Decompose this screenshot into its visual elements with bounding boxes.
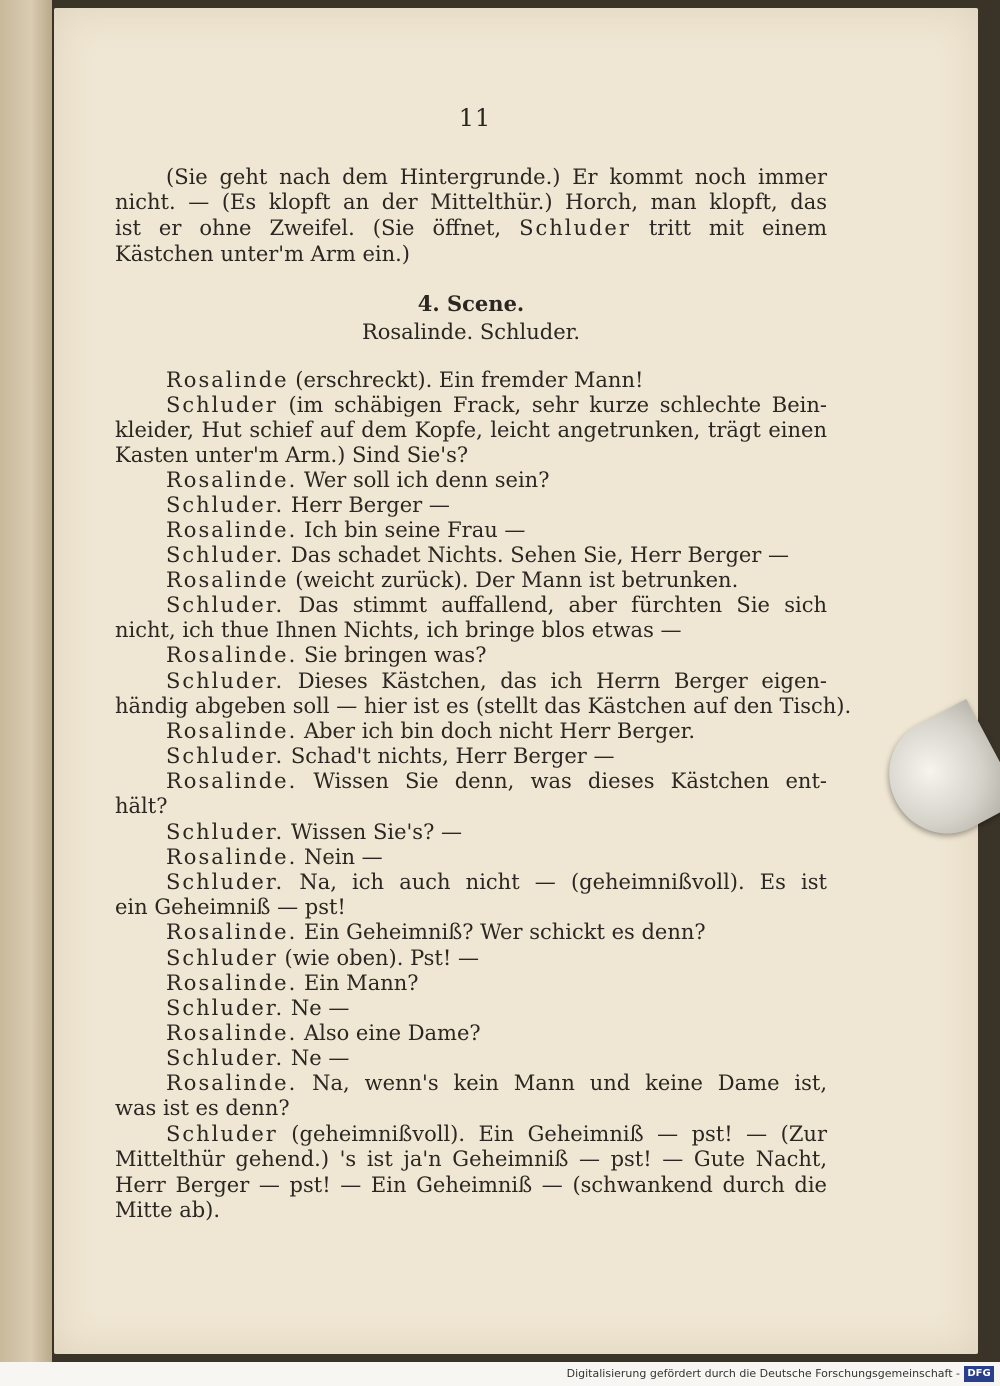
line-text: Herr Berger — bbox=[284, 493, 450, 517]
speaker-name: Schluder. bbox=[166, 669, 285, 693]
speaker-name: Rosalinde. bbox=[166, 1021, 298, 1045]
speaker-name: Schluder bbox=[166, 946, 278, 970]
speaker-name: Schluder. bbox=[166, 493, 285, 517]
footer-bar bbox=[0, 1362, 1000, 1386]
speaker-name: Schluder. bbox=[166, 820, 285, 844]
line-text: (weicht zurück). Der Mann ist betrunken. bbox=[288, 568, 739, 592]
dfg-logo: DFG bbox=[964, 1366, 994, 1382]
line-text: händig abgeben soll — hier ist es (stellt das Kästchen auf den Tisch). bbox=[115, 694, 852, 718]
line-text: nicht, ich thue Ihnen Nichts, ich bringe blos etwas — bbox=[115, 618, 682, 642]
speaker-name: Rosalinde bbox=[166, 368, 289, 392]
speaker-name: Schluder. bbox=[166, 996, 285, 1020]
line-text: Das stimmt auffallend, aber fürchten Sie sich bbox=[284, 593, 827, 617]
line-text: hält? bbox=[115, 794, 168, 818]
text-line bbox=[115, 894, 827, 920]
text-line bbox=[115, 319, 827, 345]
line-text: (Sie geht nach dem Hintergrunde.) Er kommt noch immer bbox=[166, 165, 827, 189]
line-text: Wissen Sie denn, was dieses Kästchen ent- bbox=[297, 769, 827, 793]
line-text: Kasten unter'm Arm.) Sind Sie's? bbox=[115, 443, 469, 467]
speaker-name: Rosalinde. bbox=[166, 643, 298, 667]
text-line bbox=[115, 1197, 827, 1223]
line-text: 4. Scene. bbox=[417, 291, 525, 316]
text-line bbox=[166, 367, 827, 393]
text-line bbox=[166, 743, 827, 769]
line-text: kleider, Hut schief auf dem Kopfe, leicht angetrunken, trägt einen bbox=[115, 418, 827, 442]
line-text: (erschreckt). Ein fremder Mann! bbox=[288, 368, 644, 392]
line-text: Ein Geheimniß? Wer schickt es denn? bbox=[297, 920, 706, 944]
speaker-name: Rosalinde. bbox=[166, 920, 298, 944]
text-line bbox=[166, 1045, 827, 1071]
line-text: Wissen Sie's? — bbox=[284, 820, 463, 844]
speaker-name: Rosalinde. bbox=[166, 971, 298, 995]
line-text: ist er ohne Zweifel. (Sie öffnet, bbox=[115, 216, 520, 240]
text-line bbox=[166, 164, 827, 190]
line-text: Ich bin seine Frau — bbox=[297, 518, 526, 542]
line-text: Rosalinde. Schluder. bbox=[361, 320, 581, 344]
text-line bbox=[166, 869, 827, 895]
line-text: Na, wenn's kein Mann und keine Dame ist, bbox=[297, 1071, 827, 1095]
text-line bbox=[166, 642, 827, 668]
text-line bbox=[115, 442, 827, 468]
text-line bbox=[166, 1020, 827, 1046]
text-line bbox=[166, 542, 827, 568]
speaker-name: Schluder. bbox=[166, 543, 285, 567]
speaker-name: Schluder bbox=[166, 1122, 278, 1146]
text-line bbox=[166, 819, 827, 845]
text-line bbox=[166, 919, 827, 945]
line-text: Also eine Dame? bbox=[297, 1021, 481, 1045]
text-line bbox=[115, 417, 827, 443]
line-text: Mittelthür gehend.) 's ist ja'n Geheimniß — pst! — Gute Nacht, bbox=[115, 1147, 827, 1171]
previous-page-edge bbox=[0, 0, 52, 1362]
line-text: Sie bringen was? bbox=[297, 643, 487, 667]
speaker-name: Rosalinde. bbox=[166, 468, 298, 492]
text-line bbox=[115, 241, 827, 267]
text-line bbox=[166, 392, 827, 418]
text-line bbox=[115, 793, 827, 819]
text-line bbox=[115, 189, 827, 215]
line-text: tritt mit einem bbox=[630, 216, 827, 240]
text-line bbox=[115, 617, 827, 643]
text-line bbox=[166, 492, 827, 518]
speaker-name: Schluder. bbox=[166, 744, 285, 768]
speaker-name: Schluder bbox=[166, 393, 278, 417]
page-number: 11 bbox=[458, 104, 492, 132]
text-line bbox=[115, 1146, 827, 1172]
text-line bbox=[166, 668, 827, 694]
speaker-name: Schluder. bbox=[166, 870, 285, 894]
text-line bbox=[166, 467, 827, 493]
line-text: Aber ich bin doch nicht Herr Berger. bbox=[297, 719, 696, 743]
line-text: (geheimnißvoll). Ein Geheimniß — pst! — (Zur bbox=[277, 1122, 827, 1146]
line-text: (im schäbigen Frack, sehr kurze schlechte Bein- bbox=[277, 393, 827, 417]
speaker-name: Schluder. bbox=[166, 593, 285, 617]
line-text: nicht. — (Es klopft an der Mittelthür.) Horch, man klopft, das bbox=[115, 190, 827, 214]
speaker-name: Rosalinde. bbox=[166, 719, 298, 743]
text-line bbox=[166, 567, 827, 593]
line-text: Das schadet Nichts. Sehen Sie, Herr Berger — bbox=[284, 543, 790, 567]
speaker-name: Rosalinde. bbox=[166, 1071, 298, 1095]
line-text: Kästchen unter'm Arm ein.) bbox=[115, 242, 410, 266]
line-text: (wie oben). Pst! — bbox=[277, 946, 479, 970]
line-text: Schad't nichts, Herr Berger — bbox=[284, 744, 615, 768]
text-line bbox=[166, 768, 827, 794]
speaker-name: Rosalinde bbox=[166, 568, 289, 592]
line-text: Na, ich auch nicht — (geheimnißvoll). Es ist bbox=[284, 870, 827, 894]
text-line bbox=[166, 945, 827, 971]
line-text: Wer soll ich denn sein? bbox=[297, 468, 550, 492]
text-line bbox=[166, 844, 827, 870]
line-text: Mitte ab). bbox=[115, 1198, 221, 1222]
text-line bbox=[166, 592, 827, 618]
text-line bbox=[115, 215, 827, 241]
text-line bbox=[166, 1070, 827, 1096]
line-text: Herr Berger — pst! — Ein Geheimniß — (schwankend durch die bbox=[115, 1173, 827, 1197]
speaker-name: Schluder bbox=[519, 216, 631, 240]
text-line bbox=[166, 718, 827, 744]
line-text: was ist es denn? bbox=[115, 1096, 290, 1120]
funding-credit: Digitalisierung gefördert durch die Deutsche Forschungsgemeinschaft - bbox=[566, 1367, 960, 1380]
text-line bbox=[115, 1095, 827, 1121]
line-text: Nein — bbox=[297, 845, 383, 869]
text-line bbox=[115, 291, 827, 317]
line-text: Ne — bbox=[284, 996, 350, 1020]
line-text: Ein Mann? bbox=[297, 971, 419, 995]
text-line bbox=[166, 995, 827, 1021]
text-line bbox=[115, 1172, 827, 1198]
text-line bbox=[166, 970, 827, 996]
text-line bbox=[166, 1121, 827, 1147]
text-line bbox=[166, 517, 827, 543]
text-line bbox=[115, 693, 852, 719]
line-text: ein Geheimniß — pst! bbox=[115, 895, 346, 919]
line-text: Dieses Kästchen, das ich Herrn Berger eigen- bbox=[284, 669, 827, 693]
speaker-name: Rosalinde. bbox=[166, 845, 298, 869]
speaker-name: Rosalinde. bbox=[166, 769, 298, 793]
speaker-name: Rosalinde. bbox=[166, 518, 298, 542]
line-text: Ne — bbox=[284, 1046, 350, 1070]
speaker-name: Schluder. bbox=[166, 1046, 285, 1070]
